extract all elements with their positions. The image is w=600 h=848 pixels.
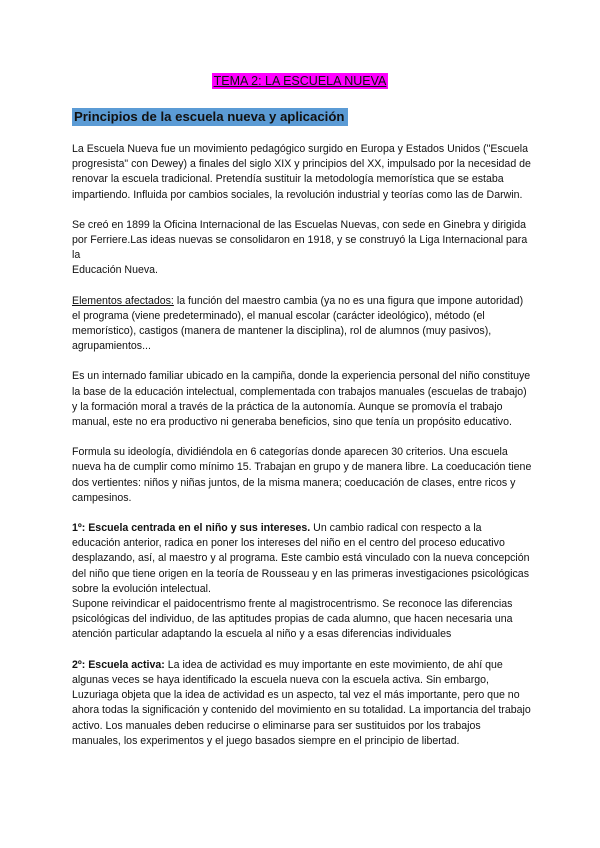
subtitle-block	[72, 108, 348, 126]
principle-1-text: Un cambio radical con respecto a la educación anterior, radica en poner los intereses del niño en el centro del proceso educativo desplazando, así, al maestro y al programa. Este cambio está vinculado con la nueva concepción del niño que tiene origen en la teoría de Rousseau y en las primeras investigaciones psicológicas sobre la evolución intelectual.	[72, 522, 530, 595]
elements-text: la función del maestro cambia (ya no es una figura que impone autoridad) el programa (viene predeterminado), el manual escolar (carácter ideológico), método (el memorístico), castigos (manera de mantener la disciplina), rol de alumnos (muy pasivos), agrupamientos...	[72, 294, 524, 353]
paragraph-ideology: Formula su ideología, dividiéndola en 6 categorías donde aparecen 30 criterios. Una escuela nueva ha de cumplir como mínimo 15. Trabajan en grupo y de manera libre. La coeducación tiene dos vertientes: niños y niñas juntos, de la misma manera; coeducación de clases, entre ricos y campesinos.	[72, 446, 532, 504]
document-body	[72, 142, 532, 749]
section-heading: Principios de la escuela nueva y aplicación	[72, 108, 348, 126]
paragraph-intro: La Escuela Nueva fue un movimiento pedagógico surgido en Europa y Estados Unidos ("Escuela progresista" con Dewey) a finales del siglo XIX y principios del XX, impulsado por la necesidad de renovar la escuela tradicional. Pretendía sustituir la metodología memorística que se estaba impartiendo. Influida por cambios sociales, la revolución industrial y teorías como las de Darwin.	[72, 143, 531, 201]
paragraph-principle-1	[72, 521, 532, 597]
elements-label: Elementos afectados:	[72, 294, 174, 307]
page-title: TEMA 2: LA ESCUELA NUEVA	[213, 74, 387, 88]
title-block	[0, 72, 600, 90]
principle-2-label: 2º: Escuela activa:	[72, 658, 165, 671]
principle-2-text: La idea de actividad es muy importante en este movimiento, de ahí que algunas veces se haya identificado la escuela nueva con la escuela activa. Sin embargo, Luzuriaga objeta que la idea de actividad es un aspecto, tal vez el más importante, pero que no ahora todas la significación y contenido del movimiento en su totalidad. La importancia del trabajo activo. Los manuales deben reducirse o eliminarse para ser sustituidos por los trabajos manuales, los experimentos y el juego basados siempre en el principio de libertad.	[72, 658, 531, 747]
paragraph-history-end: Educación Nueva.	[72, 264, 158, 277]
paragraph-principle-1-cont: Supone reivindicar el paidocentrismo frente al magistrocentrismo. Se reconoce las diferencias psicológicas del individuo, de las aptitudes propias de cada alumno, que hacen necesaria una atención particular adaptando la escuela al niño y a esas diferencias individuales	[72, 598, 513, 641]
principle-1-label: 1º: Escuela centrada en el niño y sus intereses.	[72, 522, 311, 535]
paragraph-boarding: Es un internado familiar ubicado en la campiña, donde la experiencia personal del niño constituye la base de la educación intelectual, complementada con trabajos manuales (escuelas de trabajo) y la formación moral a través de la práctica de la autonomía. Aunque se promovía el trabajo manual, este no era productivo ni generaba beneficios, sino que tenía un propósito educativo.	[72, 370, 531, 429]
paragraph-history: Se creó en 1899 la Oficina Internacional de las Escuelas Nuevas, con sede en Ginebra y dirigida por Ferriere.Las ideas nuevas se consolidaron en 1918, y se construyó la Liga Internacional para la	[72, 218, 528, 262]
paragraph-elements	[72, 294, 532, 355]
paragraph-principle-2	[72, 658, 532, 749]
